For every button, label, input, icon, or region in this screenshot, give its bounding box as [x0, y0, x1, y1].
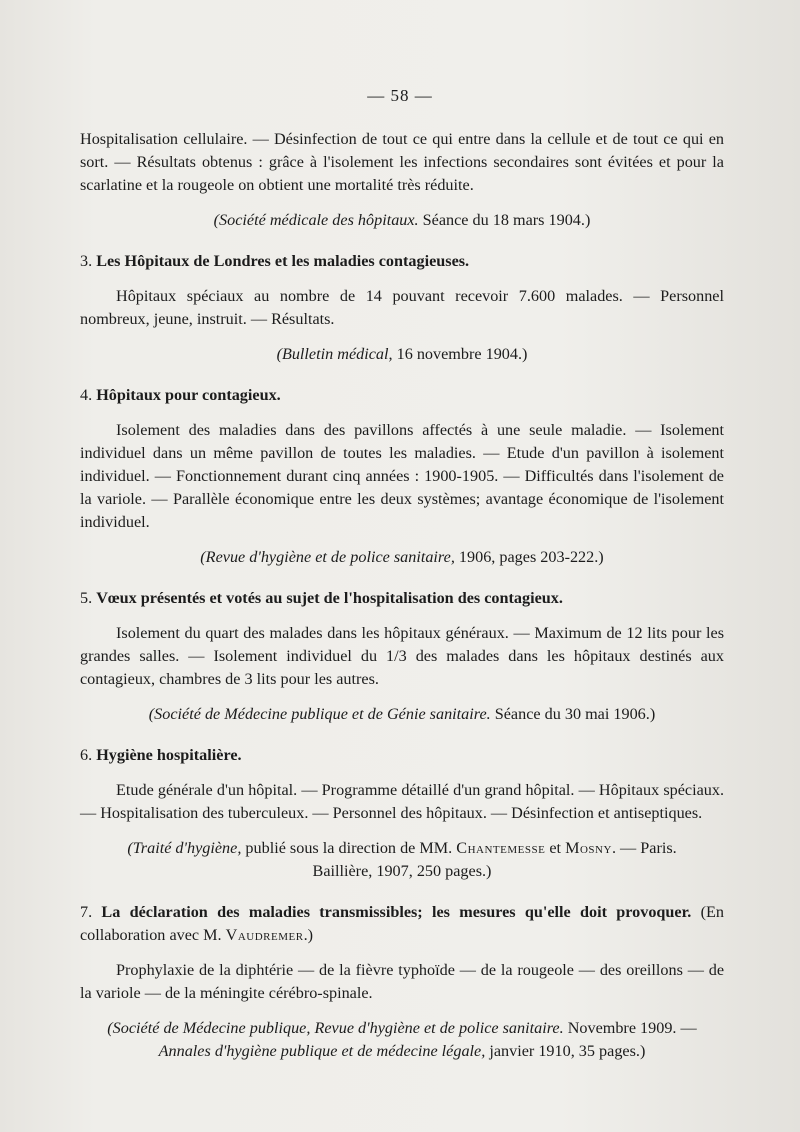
section-6-reference-text-3: . — Paris.: [611, 839, 677, 857]
section-5-reference: [80, 703, 724, 726]
section-6-title: Hygiène hospitalière.: [96, 746, 242, 764]
page-content: [80, 128, 724, 1063]
section-6-reference-text-2: et: [545, 839, 566, 857]
section-6-reference-author-1: Chantemesse: [456, 839, 546, 857]
section-7-note-text-2: .): [303, 926, 313, 944]
section-3-reference: [80, 343, 724, 366]
section-7-reference-source-2: Annales d'hygiène publique et de médecine légale,: [158, 1042, 486, 1060]
section-3-body: Hôpitaux spéciaux au nombre de 14 pouvant recevoir 7.600 malades. — Personnel nombreux, jeune, instruit. — Résultats.: [80, 287, 724, 328]
section-7-body: Prophylaxie de la diphtérie — de la fièvre typhoïde — de la rougeole — des oreillons — de la variole — de la méningite cérébro-spinale.: [80, 961, 724, 1002]
section-6-reference-source: (Traité d'hygiène,: [127, 839, 242, 857]
intro-reference: [80, 209, 724, 232]
section-4-number: 4.: [80, 386, 93, 404]
section-6-reference-publisher: Baillière, 1907, 250 pages.): [312, 862, 492, 880]
intro-paragraph: Hospitalisation cellulaire. — Désinfection de tout ce qui entre dans la cellule et de tout ce qui en sort. — Résultats obtenus : grâce à l'isolement les infections secondaires sont évitées et pour la scarlatine et la rougeole on obtient une mortalité très réduite.: [80, 130, 724, 194]
intro-reference-source: (Société médicale des hôpitaux.: [213, 211, 419, 229]
section-3-reference-source: (Bulletin médical,: [276, 345, 393, 363]
section-6-reference-author-2: Mosny: [565, 839, 612, 857]
section-7-reference-date-2: janvier 1910, 35 pages.): [485, 1042, 646, 1060]
section-5-body: Isolement du quart des malades dans les hôpitaux généraux. — Maximum de 12 lits pour les grandes salles. — Isolement individuel du 1/3 des malades dans les hôpitaux destinés aux contagieux, chambres de 3 lits pour les autres.: [80, 624, 724, 688]
section-3-title: Les Hôpitaux de Londres et les maladies contagieuses.: [96, 252, 470, 270]
section-6-reference-text-1: publié sous la direction de MM.: [241, 839, 457, 857]
section-4-reference: [80, 546, 724, 569]
section-7-note-author: Vaudremer: [225, 926, 304, 944]
section-6-body: Etude générale d'un hôpital. — Programme détaillé d'un grand hôpital. — Hôpitaux spéciaux. — Hospitalisation des tuberculeux. — Personnel des hôpitaux. — Désinfection et antiseptiques.: [80, 781, 724, 822]
section-5-reference-source: (Société de Médecine publique et de Génie sanitaire.: [148, 705, 491, 723]
section-7-note-text-1: (En collaboration avec M.: [80, 903, 725, 944]
section-5-number: 5.: [80, 589, 93, 607]
section-6-heading: [80, 744, 724, 767]
section-4-reference-date: 1906, pages 203-222.): [454, 548, 604, 566]
section-7-number: 7.: [80, 903, 93, 921]
section-5-heading: [80, 587, 724, 610]
section-4-heading: [80, 384, 724, 407]
section-7-reference-source-1: (Société de Médecine publique, Revue d'hygiène et de police sanitaire.: [107, 1019, 564, 1037]
section-3-reference-date: 16 novembre 1904.): [392, 345, 528, 363]
section-7-reference: [80, 1017, 724, 1063]
section-4-body: Isolement des maladies dans des pavillons affectés à une seule maladie. — Isolement individuel dans un même pavillon de toutes les maladies. — Etude d'un pavillon à isolement individuel. — Fonctionnement durant cinq années : 1900-1905. — Difficultés dans l'isolement de la variole. — Parallèle économique entre les deux systèmes; avantage économique de l'isolement individuel.: [80, 421, 724, 531]
section-7-reference-date-1: Novembre 1909. —: [563, 1019, 697, 1037]
section-3-heading: [80, 250, 724, 273]
intro-reference-date: Séance du 18 mars 1904.): [418, 211, 591, 229]
page-number: — 58 —: [367, 86, 433, 105]
section-7-heading: [80, 901, 724, 947]
section-3-number: 3.: [80, 252, 93, 270]
section-5-title: Vœux présentés et votés au sujet de l'hospitalisation des contagieux.: [96, 589, 563, 607]
section-4-title: Hôpitaux pour contagieux.: [96, 386, 281, 404]
section-6-reference: [80, 837, 724, 883]
section-5-reference-date: Séance du 30 mai 1906.): [490, 705, 656, 723]
section-6-number: 6.: [80, 746, 93, 764]
section-4-reference-source: (Revue d'hygiène et de police sanitaire,: [200, 548, 455, 566]
section-7-title: La déclaration des maladies transmissibles; les mesures qu'elle doit provoquer.: [101, 903, 692, 921]
